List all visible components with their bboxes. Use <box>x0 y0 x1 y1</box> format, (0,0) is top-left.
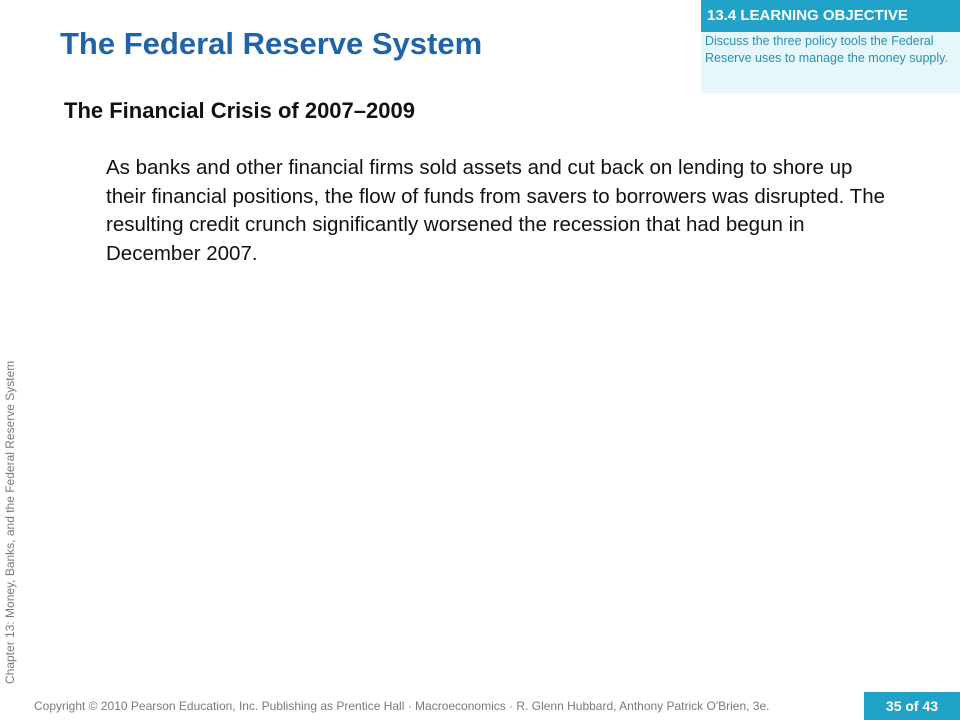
slide-title: The Federal Reserve System <box>60 26 483 61</box>
learning-objective-text: Discuss the three policy tools the Federal Reserve uses to manage the money supply. <box>705 34 948 65</box>
body-paragraph: As banks and other financial firms sold assets and cut back on lending to shore up their financial positions, the flow of funds from savers to borrowers was disrupted. The resulting credit crunch significantly worsened the recession that had begun in December 2007. <box>106 156 885 265</box>
section-subtitle: The Financial Crisis of 2007–2009 <box>64 98 415 123</box>
chapter-side-label: Chapter 13: Money, Banks, and the Federal Reserve System <box>3 360 17 684</box>
page-number-badge: 35 of 43 <box>864 692 960 720</box>
learning-objective-header: 13.4 LEARNING OBJECTIVE <box>701 0 960 32</box>
copyright-footer: Copyright © 2010 Pearson Education, Inc. Publishing as Prentice Hall · Macroeconomics · R. Glenn Hubbard, Anthony Patrick O'Brien, 3e. <box>34 699 770 713</box>
learning-objective-box <box>701 0 960 93</box>
